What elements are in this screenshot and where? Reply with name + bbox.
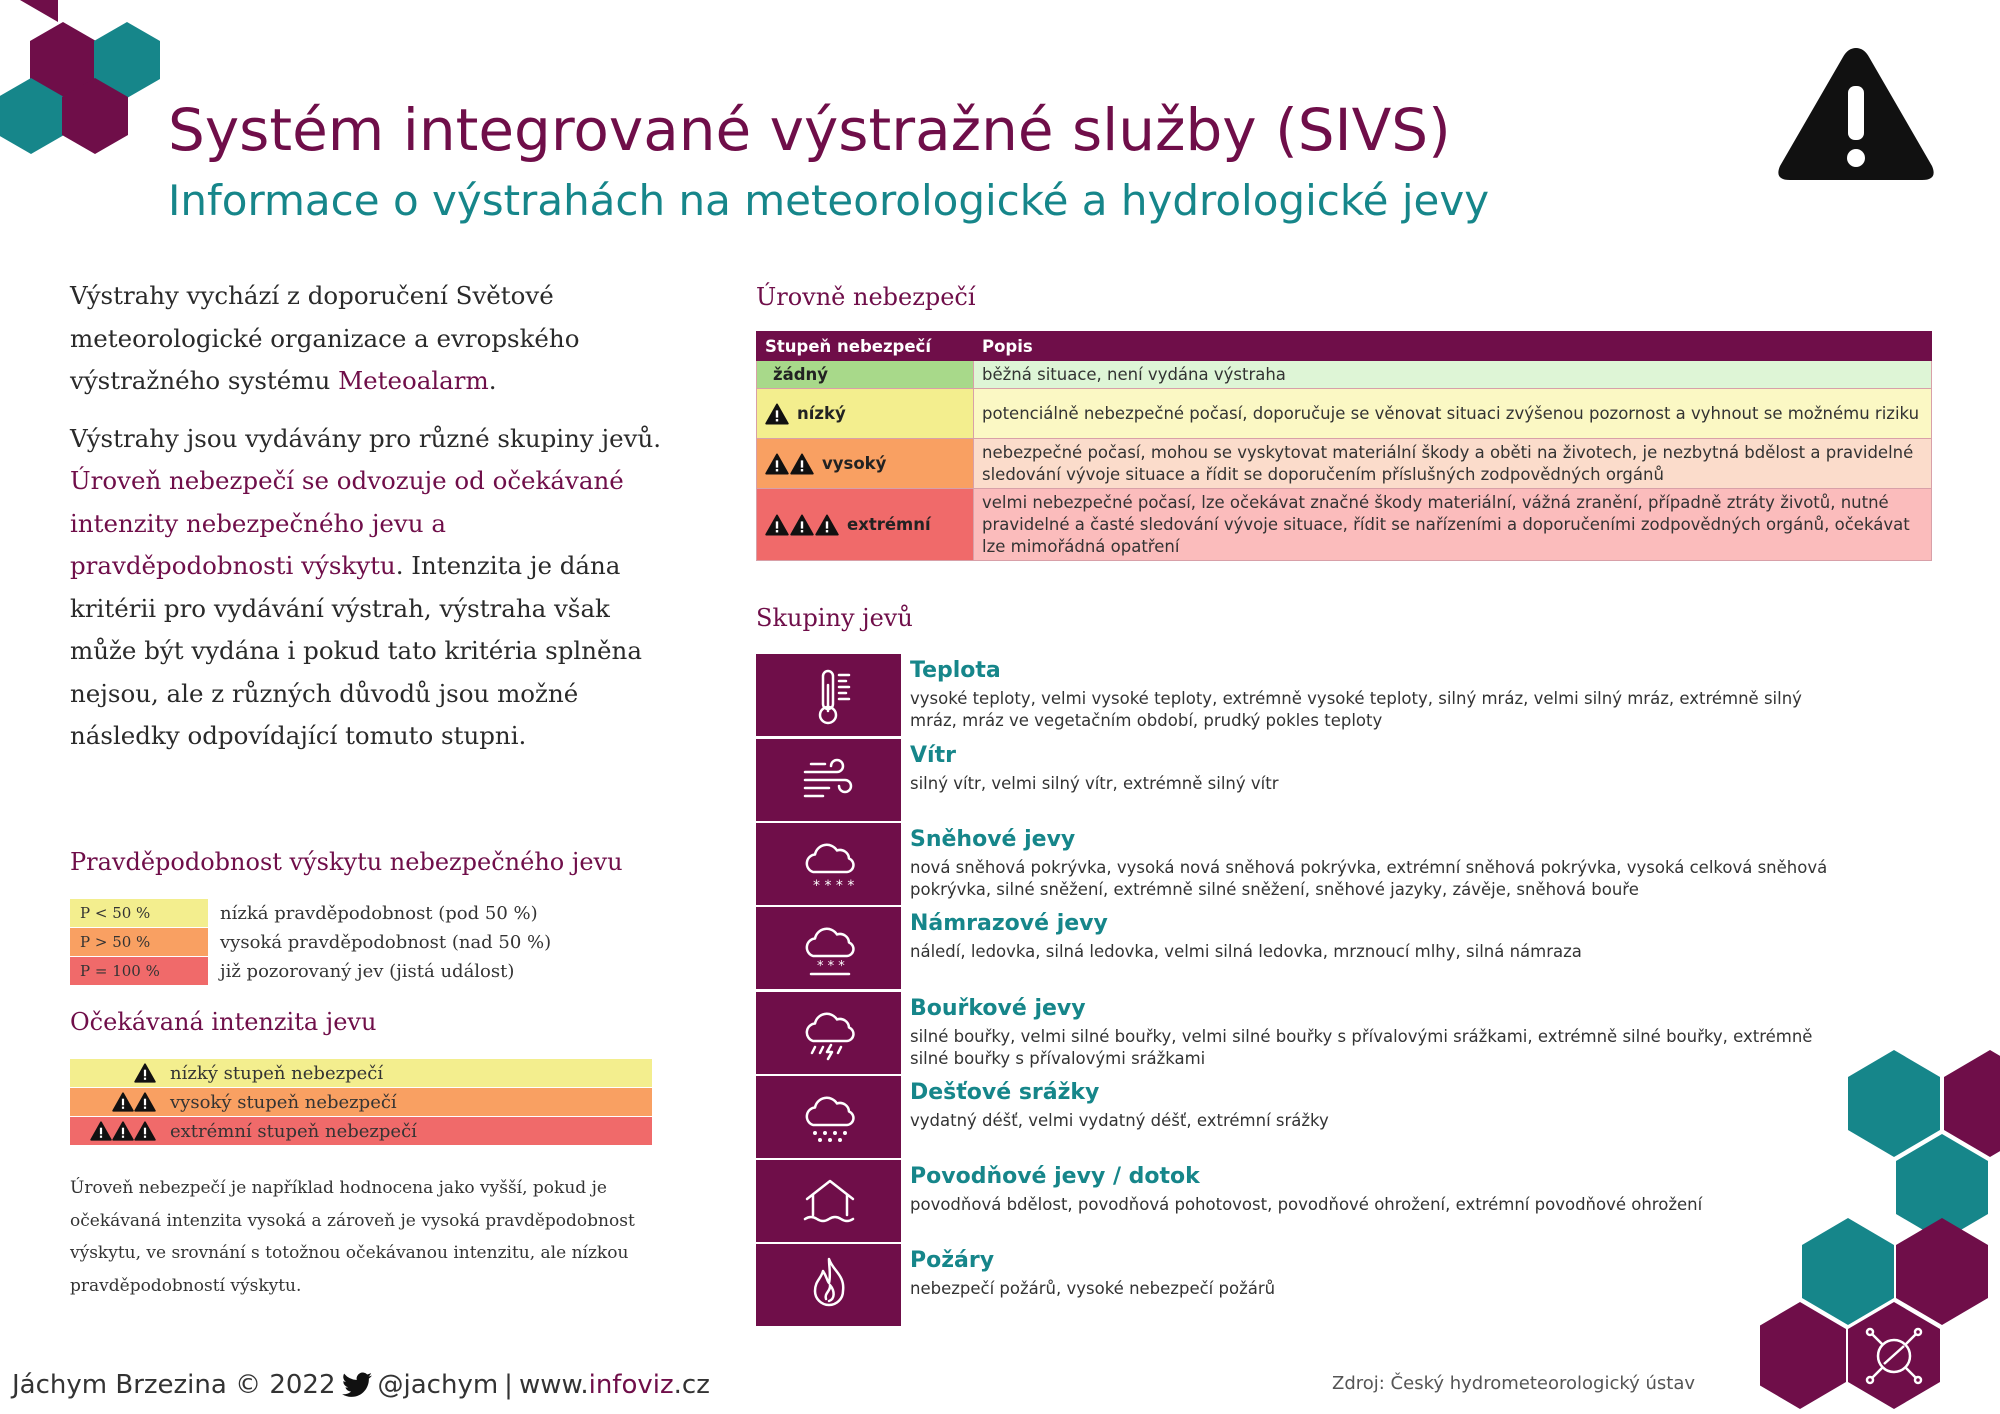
column-header-level: Stupeň nebezpečí <box>757 332 974 361</box>
level-name: vysoký <box>822 453 887 473</box>
hexagon-decoration-top-left <box>0 0 170 160</box>
group-description: silný vítr, velmi silný vítr, extrémně silný vítr <box>910 774 1279 793</box>
level-name: žádný <box>773 364 829 384</box>
website-link[interactable] <box>519 1370 710 1400</box>
warning-triangle-small-icon <box>134 1092 156 1112</box>
group-description: vydatný déšť, velmi vydatný déšť, extrémní srážky <box>910 1111 1329 1130</box>
intro-text-part: . Intenzita je dána kritérii pro vydávání výstrah, výstraha však může být vydána i pokud tato kritéria splněna nejsou, ale z různých důvodů jsou možné následky odpovídající tomuto stupni. <box>70 551 642 750</box>
table-row <box>757 489 1932 561</box>
table-row <box>757 439 1932 489</box>
intensity-description: vysoký stupeň nebezpečí <box>170 1091 397 1113</box>
probability-description: vysoká pravděpodobnost (nad 50 %) <box>220 931 552 953</box>
table-row <box>757 389 1932 439</box>
thermometer-icon <box>799 665 859 725</box>
intensity-icons <box>70 1092 170 1112</box>
intensity-row <box>70 1088 652 1116</box>
wind-icon <box>799 750 859 810</box>
footer-separator: | <box>504 1370 513 1400</box>
probability-row <box>70 899 538 927</box>
level-name: extrémní <box>847 514 931 534</box>
levels-heading: Úrovně nebezpečí <box>756 283 976 311</box>
probability-description: nízká pravděpodobnost (pod 50 %) <box>220 902 538 924</box>
intensity-row <box>70 1059 652 1087</box>
table-row <box>757 361 1932 389</box>
note-text: Úroveň nebezpečí je například hodnocena jako vyšší, pokud je očekávaná intenzita vysoká a zároveň je vysoká pravděpodobnost výskytu, ve srovnání s totožnou očekávanou intenzitu, ale nízkou pravděpodobností výskytu. <box>70 1178 635 1296</box>
page-title: Systém integrované výstražné služby (SIVS) <box>168 96 1451 164</box>
group-title: Teplota <box>910 658 1001 683</box>
fire-icon <box>799 1255 859 1315</box>
level-icons <box>765 514 839 536</box>
level-cell <box>757 439 974 489</box>
rain-cloud-icon <box>799 1087 859 1147</box>
website-tld: .cz <box>673 1370 710 1400</box>
column-header-description: Popis <box>974 332 1932 361</box>
svg-text:* * *: * * * <box>816 959 845 974</box>
group-title: Námrazové jevy <box>910 911 1108 936</box>
warning-triangle-icon <box>1772 38 1940 190</box>
groups-heading: Skupiny jevů <box>756 604 913 632</box>
intensity-row <box>70 1117 652 1145</box>
level-cell <box>757 389 974 439</box>
group-description: náledí, ledovka, silná ledovka, velmi silná ledovka, mrznoucí mlhy, silná námraza <box>910 942 1582 961</box>
group-description: silné bouřky, velmi silné bouřky, velmi silné bouřky s přívalovými srážkami, extrémně silné bouřky, extrémně silné bouřky s přívalovými srážkami <box>910 1027 1813 1068</box>
footer-author <box>12 1370 710 1400</box>
level-description: běžná situace, není vydána výstraha <box>974 361 1932 389</box>
warning-triangle-small-icon <box>112 1092 134 1112</box>
intensity-description: nízký stupeň nebezpečí <box>170 1062 384 1084</box>
intro-paragraph-2 <box>70 418 670 758</box>
storm-cloud-icon <box>799 1003 859 1063</box>
probability-description: již pozorovaný jev (jistá událost) <box>220 960 515 982</box>
warning-triangle-small-icon <box>134 1063 156 1083</box>
source-credit: Zdroj: Český hydrometeorologický ústav <box>1332 1373 1696 1394</box>
intensity-icons <box>70 1121 170 1141</box>
group-title: Bouřkové jevy <box>910 996 1086 1021</box>
twitter-bird-icon <box>342 1372 372 1398</box>
group-description: povodňová bdělost, povodňová pohotovost, povodňové ohrožení, extrémní povodňové ohrožení <box>910 1195 1703 1214</box>
group-icon-tile <box>756 1076 901 1158</box>
level-cell <box>757 489 974 561</box>
probability-row <box>70 928 551 956</box>
probability-label: P = 100 % <box>70 957 208 985</box>
warning-triangle-small-icon <box>765 514 789 536</box>
probability-label: P < 50 % <box>70 899 208 927</box>
warning-triangle-small-icon <box>112 1121 134 1141</box>
intro-text <box>70 275 670 773</box>
group-icon-tile <box>756 739 901 821</box>
website-name: infoviz <box>588 1370 674 1400</box>
group-icon-tile <box>756 907 901 989</box>
intro-text-part: Výstrahy jsou vydávány pro různé skupiny jevů. <box>70 423 662 453</box>
meteoalarm-link[interactable]: Meteoalarm <box>338 366 489 395</box>
level-icons <box>765 403 789 425</box>
probability-label: P > 50 % <box>70 928 208 956</box>
group-title: Dešťové srážky <box>910 1080 1100 1105</box>
intro-highlight: Úroveň nebezpečí se odvozuje od očekávané intenzity nebezpečného jevu a pravděpodobnosti výskytu <box>70 466 624 580</box>
probability-heading: Pravděpodobnost výskytu nebezpečného jevu <box>70 848 623 876</box>
intensity-icons <box>70 1063 170 1083</box>
intensity-heading: Očekávaná intenzita jevu <box>70 1008 377 1036</box>
group-icon-tile <box>756 654 901 736</box>
probability-row <box>70 957 514 985</box>
level-description: velmi nebezpečné počasí, lze očekávat značné škody materiální, vážná zranění, případně ztráty životů, nutné pravidelné a časté sledování vývoje situace, řídit se nařízeními a doporučeními zodpovědných orgánů, očekávat lze mimořádná opatření <box>974 489 1932 561</box>
warning-triangle-small-icon <box>815 514 839 536</box>
flood-house-icon <box>799 1171 859 1231</box>
intro-paragraph-1 <box>70 275 670 403</box>
warning-triangle-small-icon <box>790 453 814 475</box>
level-name: nízký <box>797 403 846 423</box>
svg-text:* * * *: * * * * <box>812 878 854 894</box>
frost-cloud-icon <box>799 918 859 978</box>
hexagon-decoration-bottom-right <box>1760 1050 2000 1414</box>
group-icon-tile <box>756 992 901 1074</box>
group-title: Vítr <box>910 743 956 768</box>
page-subtitle: Informace o výstrahách na meteorologické a hydrologické jevy <box>168 176 1490 225</box>
group-description: vysoké teploty, velmi vysoké teploty, extrémně vysoké teploty, silný mráz, velmi silný mráz, extrémně silný mráz, mráz ve vegetačním období, prudký pokles teploty <box>910 689 1802 730</box>
intensity-description: extrémní stupeň nebezpečí <box>170 1120 417 1142</box>
group-title: Povodňové jevy / dotok <box>910 1164 1200 1189</box>
warning-triangle-small-icon <box>134 1121 156 1141</box>
level-cell <box>757 361 974 389</box>
website-prefix: www. <box>518 1370 589 1400</box>
intro-text-part: . <box>488 366 497 395</box>
author-copyright: Jáchym Brzezina © 2022 <box>12 1370 336 1400</box>
level-description: potenciálně nebezpečné počasí, doporučuje se věnovat situaci zvýšenou pozornost a vyhnout se možnému riziku <box>974 389 1932 439</box>
group-icon-tile <box>756 1160 901 1242</box>
levels-table <box>756 331 1932 561</box>
warning-triangle-small-icon <box>765 453 789 475</box>
twitter-handle[interactable]: @jachym <box>377 1370 499 1400</box>
table-header-row <box>757 332 1932 361</box>
warning-triangle-small-icon <box>765 403 789 425</box>
group-title: Požáry <box>910 1248 995 1273</box>
group-description: nová sněhová pokrývka, vysoká nová sněhová pokrývka, extrémní sněhová pokrývka, vysoká celková sněhová pokrývka, silné sněžení, extrémně silné sněžení, sněhové jazyky, závěje, sněhová bouře <box>910 858 1828 899</box>
group-icon-tile <box>756 823 901 905</box>
snow-cloud-icon <box>799 834 859 894</box>
group-title: Sněhové jevy <box>910 827 1076 852</box>
intro-text-part: Výstrahy vychází z doporučení Světové meteorologické organizace a evropského výstražného systému <box>70 281 580 395</box>
warning-triangle-small-icon <box>90 1121 112 1141</box>
group-icon-tile <box>756 1244 901 1326</box>
warning-triangle-small-icon <box>790 514 814 536</box>
level-description: nebezpečné počasí, mohou se vyskytovat materiální škody a oběti na životech, je nezbytná bdělost a pravidelné sledování vývoje situace a řídit se doporučením příslušných zodpovědných orgánů <box>974 439 1932 489</box>
level-icons <box>765 453 814 475</box>
group-description: nebezpečí požárů, vysoké nebezpečí požárů <box>910 1279 1276 1298</box>
